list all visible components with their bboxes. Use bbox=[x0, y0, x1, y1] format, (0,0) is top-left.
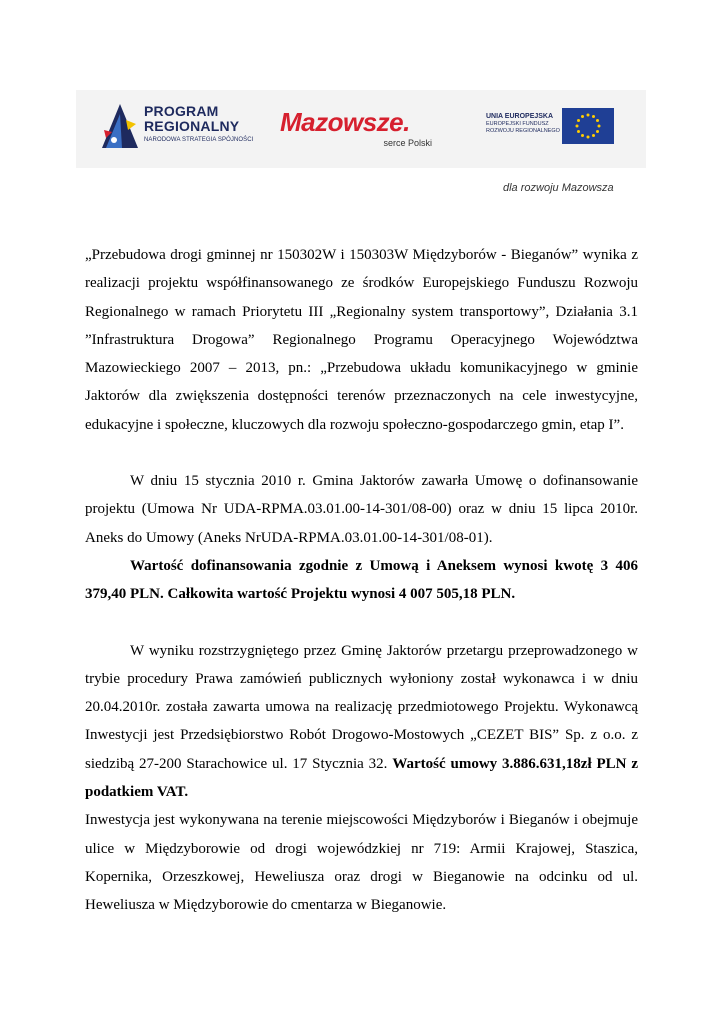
eu-logo-line3: ROZWOJU REGIONALNEGO bbox=[486, 128, 560, 134]
paragraph-agreement: W dniu 15 stycznia 2010 r. Gmina Jaktorów zawarła Umowę o dofinansowanie projektu (Umowa Nr UDA-RPMA.03.01.00-14-301/08-00) oraz w dniu 15 lipca 2010r. Aneks do Umowy (Aneks NrUDA-RPMA.03.01.00-14-301/08-01). bbox=[85, 473, 638, 546]
program-regionalny-emblem-icon bbox=[100, 102, 140, 150]
paragraph-funding-value: Wartość dofinansowania zgodnie z Umową i Aneksem wynosi kwotę 3 406 379,40 PLN. Całkowita wartość Projektu wynosi 4 007 505,18 PLN. bbox=[85, 557, 638, 603]
mazowsze-wordmark: Mazowsze. bbox=[280, 107, 410, 137]
tagline: dla rozwoju Mazowsza bbox=[503, 182, 614, 194]
paragraph-project-title: „Przebudowa drogi gminnej nr 150302W i 150303W Międzyborów - Bieganów” wynika z realizacji projektu współfinansowanego ze środków Europejskiego Funduszu Rozwoju Regionalnego w ramach Priorytetu III „Regionalny system transportowy”, Działania 3.1 ”Infrastruktura Drogowa” Regionalnego Programu Operacyjnego Województwa Mazowieckiego 2007 – 2013, pn.: „Przebudowa układu komunikacyjnego w gminie Jaktorów dla zwiększenia dostępności terenów przeznaczonych na cele inwestycyjne, edukacyjne i społeczne, kluczowych dla rozwoju społeczno-gospodarczego gmin, etap I”. bbox=[85, 247, 638, 433]
eu-flag-icon bbox=[562, 108, 614, 144]
mazowsze-logo bbox=[280, 108, 450, 158]
program-logo-line1: PROGRAM bbox=[144, 103, 219, 119]
mazowsze-subtitle: serce Polski bbox=[383, 138, 432, 148]
contract-value: Wartość umowy 3.886.631,18zł PLN z podatkiem VAT. bbox=[85, 755, 638, 801]
paragraph-scope: Inwestycja jest wykonywana na terenie miejscowości Międzyborów i Bieganów i obejmuje ulice w Międzyborowie od drogi wojewódzkiej nr 719: Armii Krajowej, Staszica, Kopernika, Orzeszkowej, Heweliusza oraz drogi w Bieganowie na odcinku od ul. Heweliusza w Międzyborowie do cmentarza w Bieganowie. bbox=[85, 812, 638, 914]
program-regionalny-logo bbox=[100, 100, 270, 158]
contractor-text: W wyniku rozstrzygniętego przez Gminę Jaktorów przetargu przeprowadzonego w trybie procedury Prawa zamówień publicznych wyłoniony został wykonawca i w dniu 20.04.2010r. została zawarta umowa na realizację przedmiotowego Projektu. Wykonawcą Inwestycji jest Przedsiębiorstwo Robót Drogowo-Mostowych „CEZET BIS” Sp. z o.o. z siedzibą 27-200 Starachowice ul. 17 Stycznia 32. bbox=[85, 642, 638, 772]
program-logo-line3: NARODOWA STRATEGIA SPÓJNOŚCI bbox=[144, 137, 254, 143]
eu-logo-line1: UNIA EUROPEJSKA bbox=[486, 113, 554, 120]
eu-logo bbox=[486, 108, 626, 148]
paragraph-contractor bbox=[85, 637, 638, 807]
eu-logo-line2: EUROPEJSKI FUNDUSZ bbox=[486, 121, 549, 127]
program-logo-line2: REGIONALNY bbox=[144, 118, 240, 134]
document-body bbox=[85, 241, 638, 920]
